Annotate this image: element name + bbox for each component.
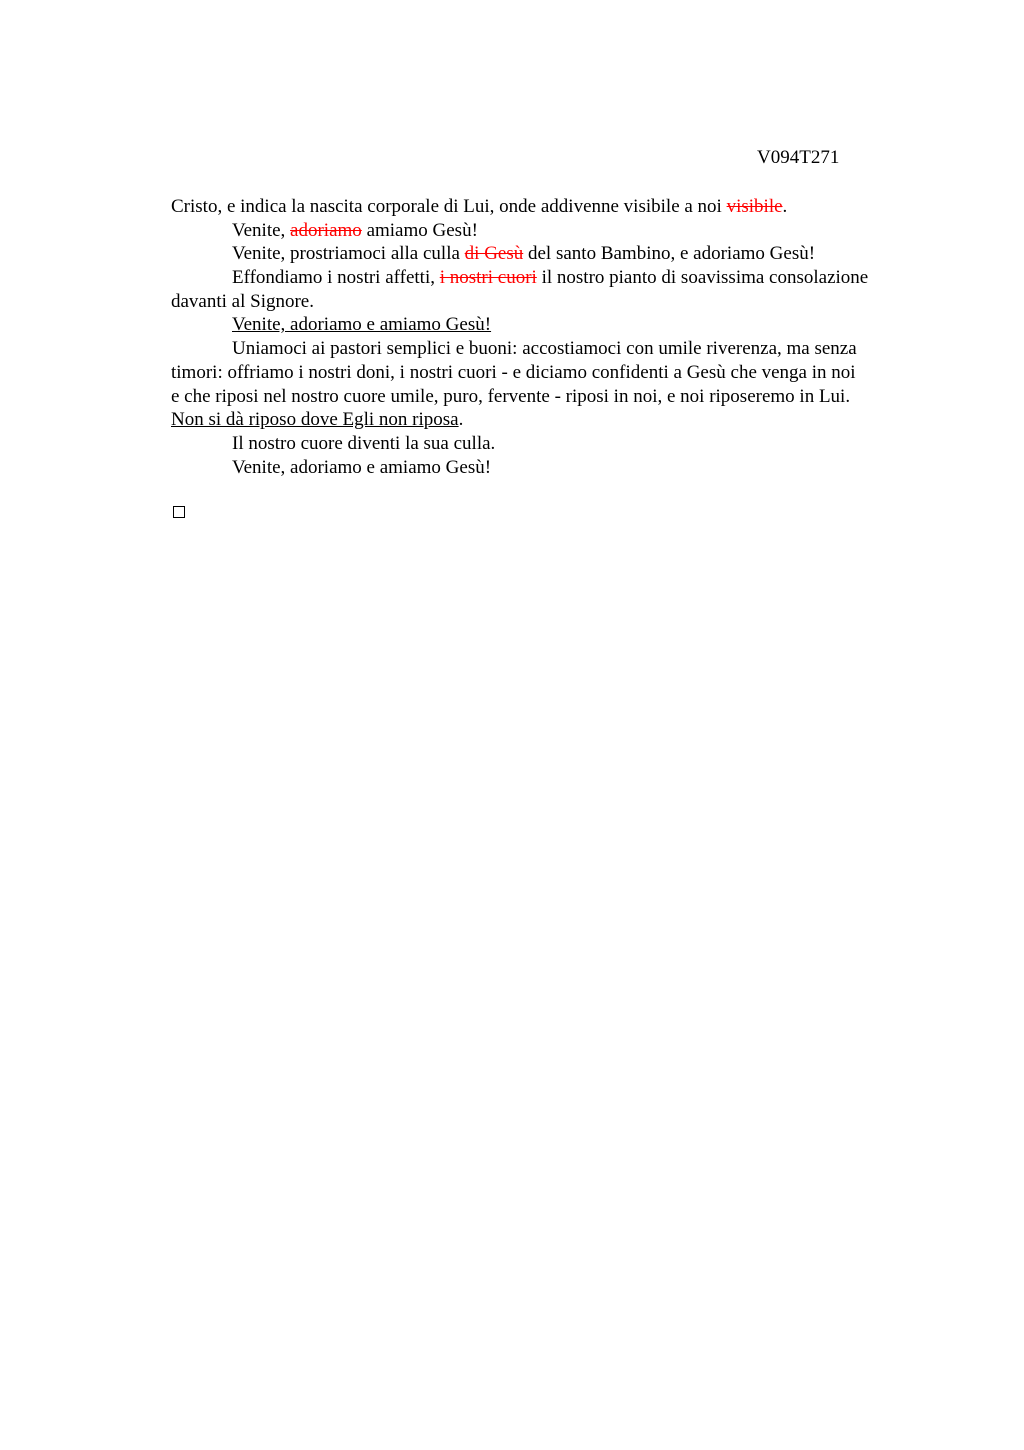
text-segment: amiamo Gesù! (361, 219, 478, 241)
text-line (171, 432, 931, 456)
text-segment: . (782, 196, 788, 217)
text-segment: davanti al Signore. (171, 290, 314, 312)
text-segment: Venite, prostriamoci alla culla (232, 243, 465, 265)
text-line (171, 219, 931, 243)
text-segment: Uniamoci ai pastori semplici e buoni: accostiamoci con umile riverenza, ma senza (232, 338, 857, 360)
document-id: V094T271 (757, 147, 840, 168)
text-segment: del santo Bambino, e adoriamo Gesù! (523, 243, 816, 265)
text-segment: . (458, 409, 464, 431)
text-line (171, 456, 931, 480)
text-segment: e che riposi nel nostro cuore umile, puro, fervente - riposi in noi, e noi riposeremo in Lui. (171, 385, 851, 407)
deleted-text: adoriamo (290, 219, 362, 241)
square-outline-icon (173, 506, 185, 518)
text-line (171, 337, 931, 361)
text-line (171, 408, 931, 432)
text-line (171, 242, 931, 266)
text-segment: Venite, adoriamo e amiamo Gesù! (232, 456, 492, 478)
text-line (171, 313, 931, 337)
text-line (171, 385, 931, 409)
text-segment: Venite, (232, 219, 291, 241)
text-line (171, 290, 931, 314)
document-body (171, 195, 931, 479)
text-line (171, 361, 931, 385)
deleted-text: di Gesù (464, 243, 524, 265)
text-line (171, 195, 931, 219)
deleted-text: i nostri cuori (439, 267, 537, 289)
text-segment: il nostro pianto di soavissima consolazione (536, 267, 869, 289)
text-line (171, 266, 931, 290)
text-segment: Il nostro cuore diventi la sua culla. (232, 432, 496, 454)
underlined-text: Venite, adoriamo e amiamo Gesù! (232, 314, 492, 336)
text-segment: Effondiamo i nostri affetti, (232, 267, 440, 289)
text-segment: Cristo, e indica la nascita corporale di Lui, onde addivenne visibile a noi (171, 196, 727, 217)
underlined-text: Non si dà riposo dove Egli non riposa (171, 409, 459, 431)
text-segment: timori: offriamo i nostri doni, i nostri cuori - e diciamo confidenti a Gesù che venga in noi (171, 361, 856, 383)
deleted-text: visibile (726, 196, 783, 217)
